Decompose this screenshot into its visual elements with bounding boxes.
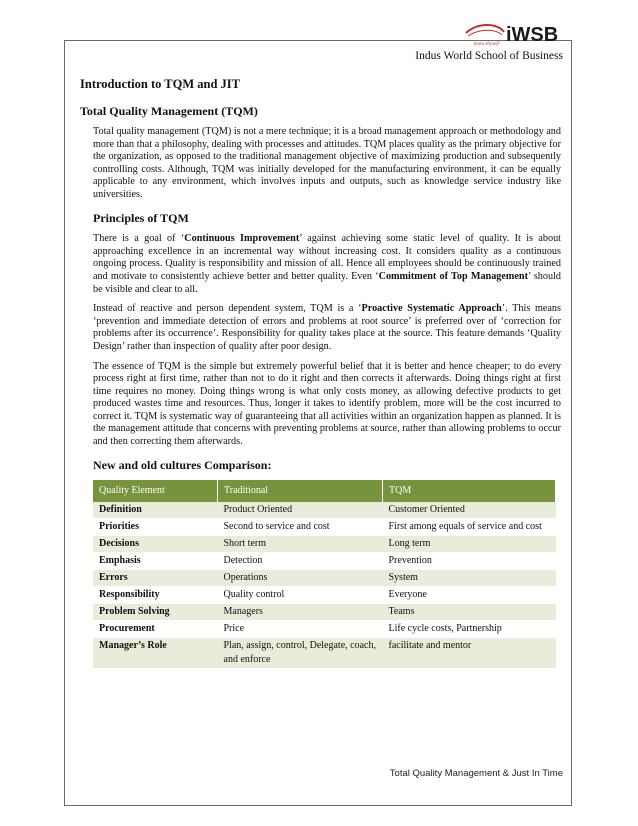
cell-element: Problem Solving <box>93 604 218 621</box>
cell-element: Definition <box>93 502 218 519</box>
table-row <box>93 553 556 570</box>
cell-tqm: System <box>383 570 556 587</box>
table-row <box>93 519 556 536</box>
cell-tqm: Customer Oriented <box>383 502 556 519</box>
cell-element: Decisions <box>93 536 218 553</box>
emphasis-proactive-approach: Proactive Systematic Approach <box>361 303 502 315</box>
cell-element: Manager’s Role <box>93 638 218 669</box>
section-title: Total Quality Management (TQM) <box>80 104 258 118</box>
header-traditional: Traditional <box>218 480 383 502</box>
table-row <box>93 638 556 669</box>
cell-tqm: facilitate and mentor <box>383 638 556 669</box>
cell-traditional: Quality control <box>218 587 383 604</box>
cell-tqm: Long term <box>383 536 556 553</box>
emphasis-continuous-improvement: Continuous Improvement <box>184 233 300 245</box>
page-title: Introduction to TQM and JIT <box>80 77 240 91</box>
page-footer: Total Quality Management & Just In Time <box>389 768 563 779</box>
principle-essence: The essence of TQM is the simple but extremely powerful belief that it is better and hence cheaper; to do every process right at first time, rather than not to do it right and then corrects it afterwards. Doing things right at first time requires no money. Doing things wrong is what only costs money, as allowing defective products to get produced wastes time and resources. Thus, longer it takes to identify problem, more will be the cost incurred to correct it. TQM is systematic way of guaranteeing that all activities within an organization happen as planned. It is the management attitude that concerns with preventing problems at source, rather than allowing problems to occur and then correcting them afterwards. <box>93 360 561 448</box>
principle-proactive-approach: Instead of reactive and person dependent system, TQM is a ‘Proactive Systematic Approach’. This means ‘prevention and immediate detection of errors and problems at root source’ is preferred over of ‘correction for problems after its occurrence’. Responsibility for quality takes place at the source. This feature demands ‘Quality Design’ rather than inspection of quality after poor design. <box>93 303 561 352</box>
cell-traditional: Price <box>218 621 383 638</box>
table-row <box>93 604 556 621</box>
table-row <box>93 570 556 587</box>
principles-heading: Principles of TQM <box>93 210 189 225</box>
table-header-row <box>93 480 556 502</box>
cell-tqm: Teams <box>383 604 556 621</box>
table-row <box>93 536 556 553</box>
cell-traditional: Second to service and cost <box>218 519 383 536</box>
emphasis-top-management: Commitment of Top Management <box>378 270 528 282</box>
cell-traditional: Short term <box>218 536 383 553</box>
logo-tagline: know thyself <box>474 42 499 47</box>
cell-element: Priorities <box>93 519 218 536</box>
cell-traditional: Detection <box>218 553 383 570</box>
comparison-table <box>93 480 556 669</box>
cell-tqm: Life cycle costs, Partnership <box>383 621 556 638</box>
cell-tqm: First among equals of service and cost <box>383 519 556 536</box>
table-row <box>93 502 556 519</box>
main-content <box>93 126 561 669</box>
table-row <box>93 587 556 604</box>
header-tqm: TQM <box>383 480 556 502</box>
cell-tqm: Everyone <box>383 587 556 604</box>
logo-wordmark: iWSB <box>506 24 559 46</box>
header-quality-element: Quality Element <box>93 480 218 502</box>
cell-traditional: Product Oriented <box>218 502 383 519</box>
cell-element: Emphasis <box>93 553 218 570</box>
comparison-heading: New and old cultures Comparison: <box>93 457 272 472</box>
principle-continuous-improvement: There is a goal of ‘Continuous Improvement’ against achieving some static level of quality. It is about approaching excellence in an incremental way without increasing cost. It considers quality as a continuous ongoing process. Quality is responsibility and mission of all. Hence all employees should be continuously trained and motivate to consistently achieve better and better quality. Even ‘Commitment of Top Management’ should be visible and clear to all. <box>93 233 561 295</box>
cell-traditional: Plan, assign, control, Delegate, coach, and enforce <box>218 638 383 669</box>
cell-element: Procurement <box>93 621 218 638</box>
cell-traditional: Managers <box>218 604 383 621</box>
cell-element: Errors <box>93 570 218 587</box>
cell-tqm: Prevention <box>383 553 556 570</box>
school-name: Indus World School of Business <box>415 50 563 62</box>
cell-element: Responsibility <box>93 587 218 604</box>
cell-traditional: Operations <box>218 570 383 587</box>
table-row <box>93 621 556 638</box>
intro-paragraph: Total quality management (TQM) is not a mere technique; it is a broad management approach or methodology and more than that a philosophy, dealing with processes and attitudes. TQM places quality as the primary objective for the organization, as opposed to the traditional management objective of maximizing production and subsequently controlling costs. Although, TQM was initially developed for the manufacturing environment, it can be equally applicable to any environment, which involves inputs and outputs, such as knowledge service industry like universities. <box>93 126 561 200</box>
